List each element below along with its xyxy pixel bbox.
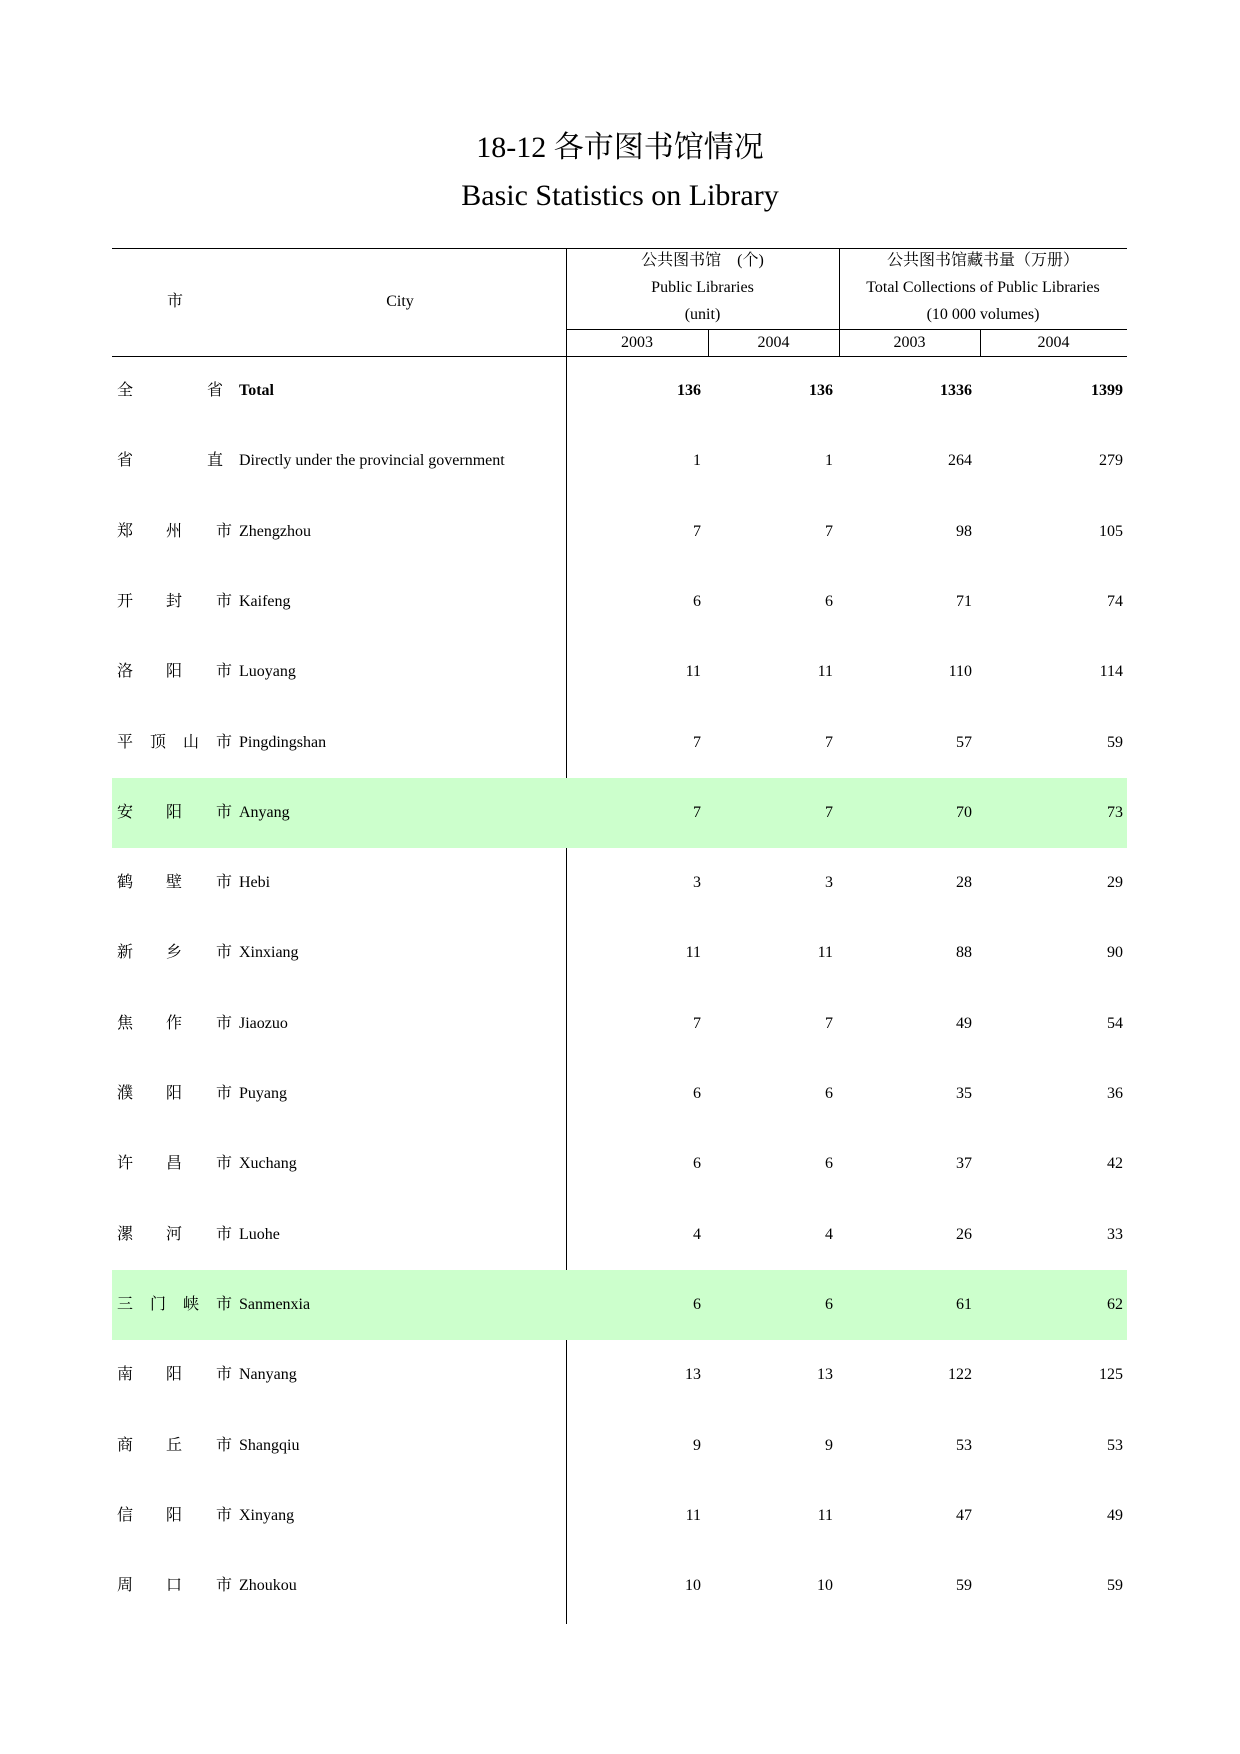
- city-name-cn-char: 昌: [166, 1155, 183, 1173]
- page-title-cn: 18-12 各市图书馆情况: [476, 131, 764, 164]
- city-name-cn-char: 阳: [166, 663, 183, 681]
- city-name-cn-char: 封: [166, 592, 183, 610]
- table-row: [112, 1481, 1127, 1551]
- table-row: [112, 1340, 1127, 1410]
- city-name-cn: [112, 1059, 233, 1129]
- value-libraries-2004: 11: [817, 663, 833, 681]
- city-name-cn: [112, 1340, 233, 1410]
- city-name-cn-char: 省: [117, 452, 134, 470]
- city-name-en: Xuchang: [239, 1155, 297, 1173]
- value-collections-2003: 122: [948, 1366, 972, 1384]
- value-libraries-2003: 7: [693, 1014, 701, 1032]
- value-libraries-2004: 6: [825, 1155, 833, 1173]
- city-name-cn-char: 平: [117, 733, 134, 751]
- city-name-cn-char: 漯: [117, 1225, 134, 1243]
- table-row: [112, 848, 1127, 918]
- city-name-cn: [112, 356, 227, 426]
- value-libraries-2003: 11: [685, 1506, 701, 1524]
- value-libraries-2003: 7: [693, 803, 701, 821]
- header-year-2003-collections: 2003: [893, 334, 926, 351]
- value-collections-2003: 61: [956, 1295, 972, 1313]
- city-name-cn-char: 市: [216, 1295, 233, 1313]
- value-libraries-2003: 9: [693, 1436, 701, 1454]
- value-libraries-2003: 13: [685, 1366, 701, 1384]
- city-name-cn: [112, 1551, 233, 1621]
- city-name-cn-char: 洛: [117, 663, 134, 681]
- value-collections-2004: 54: [1107, 1014, 1123, 1032]
- city-name-cn-char: 市: [216, 1155, 233, 1173]
- city-name-en: Nanyang: [239, 1366, 297, 1384]
- city-name-en: Zhengzhou: [239, 522, 311, 540]
- city-name-en: Directly under the provincial government: [239, 452, 505, 470]
- city-name-cn-char: 市: [216, 1436, 233, 1454]
- value-libraries-2003: 4: [693, 1225, 701, 1243]
- header-public-libraries-cn: 公共图书馆 (个): [641, 252, 764, 269]
- city-name-cn-char: 郑: [117, 522, 134, 540]
- city-name-en: Shangqiu: [239, 1436, 300, 1454]
- city-name-en: Kaifeng: [239, 592, 291, 610]
- city-name-cn-char: 河: [166, 1225, 183, 1243]
- value-collections-2004: 125: [1099, 1366, 1123, 1384]
- city-name-cn-char: 濮: [117, 1085, 134, 1102]
- city-name-cn-char: 市: [216, 1506, 233, 1524]
- value-libraries-2003: 11: [685, 944, 701, 962]
- city-name-cn-char: 市: [216, 874, 233, 892]
- value-libraries-2004: 7: [825, 1014, 833, 1032]
- value-collections-2003: 264: [948, 452, 972, 470]
- value-libraries-2004: 6: [825, 1295, 833, 1313]
- city-name-cn-char: 作: [166, 1014, 183, 1032]
- value-collections-2003: 70: [956, 803, 972, 821]
- value-collections-2003: 71: [956, 592, 972, 610]
- value-libraries-2003: 11: [685, 663, 701, 681]
- city-name-cn-char: 阳: [166, 803, 183, 821]
- city-name-cn-char: 乡: [166, 944, 183, 962]
- city-name-cn-char: 市: [216, 1085, 233, 1102]
- value-libraries-2004: 1: [825, 452, 833, 470]
- value-collections-2003: 26: [956, 1225, 972, 1243]
- value-libraries-2004: 4: [825, 1225, 833, 1243]
- value-collections-2004: 49: [1107, 1506, 1123, 1524]
- city-name-cn-char: 省: [207, 382, 224, 399]
- value-collections-2003: 98: [956, 522, 972, 540]
- city-name-cn-char: 市: [216, 1225, 233, 1243]
- value-collections-2003: 28: [956, 874, 972, 892]
- city-name-cn-char: 市: [216, 1366, 233, 1384]
- city-name-en: Total: [239, 382, 274, 399]
- value-libraries-2004: 6: [825, 592, 833, 610]
- value-libraries-2003: 7: [693, 522, 701, 540]
- city-name-cn-char: 峡: [183, 1295, 200, 1313]
- value-libraries-2003: 136: [677, 382, 701, 399]
- city-name-en: Pingdingshan: [239, 733, 327, 751]
- table-row: [112, 1411, 1127, 1481]
- table-row: [112, 989, 1127, 1059]
- city-name-cn-char: 市: [216, 733, 233, 751]
- value-libraries-2004: 11: [817, 1506, 833, 1524]
- table-row: [112, 1059, 1127, 1129]
- city-name-cn-char: 市: [216, 1014, 233, 1032]
- table-row: [112, 497, 1127, 567]
- table-row: [112, 1270, 1127, 1340]
- city-name-cn: [112, 1481, 233, 1551]
- city-name-cn: [112, 778, 233, 848]
- city-name-cn-char: 商: [117, 1436, 134, 1454]
- city-name-cn-char: 开: [117, 592, 134, 610]
- city-name-cn: [112, 567, 233, 637]
- value-collections-2003: 53: [956, 1436, 972, 1454]
- city-name-cn: [112, 1129, 233, 1199]
- city-name-cn-char: 市: [216, 522, 233, 540]
- city-name-cn-char: 口: [166, 1577, 183, 1595]
- value-libraries-2003: 3: [693, 874, 701, 892]
- header-city-cn: 市: [166, 293, 183, 310]
- value-collections-2004: 59: [1107, 1577, 1123, 1595]
- value-collections-2003: 35: [956, 1085, 972, 1102]
- value-libraries-2004: 9: [825, 1436, 833, 1454]
- city-name-en: Xinxiang: [239, 944, 299, 962]
- table-row: [112, 637, 1127, 707]
- header-public-libraries-unit: (unit): [684, 306, 721, 323]
- city-name-cn: [112, 1270, 233, 1340]
- table-row: [112, 778, 1127, 848]
- city-name-cn-char: 阳: [166, 1366, 183, 1384]
- table-row: [112, 1200, 1127, 1270]
- table-row: [112, 1551, 1127, 1621]
- value-libraries-2004: 7: [825, 733, 833, 751]
- value-libraries-2003: 1: [693, 452, 701, 470]
- city-name-cn-char: 直: [207, 452, 224, 470]
- city-name-cn: [112, 918, 233, 988]
- city-name-cn: [112, 1200, 233, 1270]
- city-name-en: Zhoukou: [239, 1577, 297, 1595]
- value-collections-2004: 59: [1107, 733, 1123, 751]
- city-name-cn-char: 焦: [117, 1014, 134, 1032]
- city-name-cn: [112, 497, 233, 567]
- city-name-cn-char: 市: [216, 1577, 233, 1595]
- value-libraries-2003: 6: [693, 1155, 701, 1173]
- value-libraries-2004: 3: [825, 874, 833, 892]
- city-name-cn-char: 三: [117, 1295, 134, 1313]
- city-name-en: Luoyang: [239, 663, 296, 681]
- table-row: [112, 1129, 1127, 1199]
- value-collections-2004: 105: [1099, 522, 1123, 540]
- value-collections-2003: 47: [956, 1506, 972, 1524]
- city-name-cn-char: 市: [216, 663, 233, 681]
- value-libraries-2004: 11: [817, 944, 833, 962]
- city-name-cn-char: 门: [150, 1295, 167, 1313]
- table-row: [112, 356, 1127, 426]
- value-collections-2004: 42: [1107, 1155, 1123, 1173]
- city-name-en: Xinyang: [239, 1506, 295, 1524]
- city-name-cn-char: 全: [117, 382, 134, 399]
- value-libraries-2004: 7: [825, 803, 833, 821]
- city-name-cn-char: 阳: [166, 1085, 183, 1102]
- value-libraries-2003: 6: [693, 592, 701, 610]
- value-collections-2004: 90: [1107, 944, 1123, 962]
- value-libraries-2004: 7: [825, 522, 833, 540]
- city-name-cn-char: 新: [117, 944, 134, 962]
- table-row: [112, 426, 1127, 496]
- header-collections-unit: (10 000 volumes): [926, 306, 1040, 323]
- city-name-cn: [112, 426, 227, 496]
- value-collections-2004: 53: [1107, 1436, 1123, 1454]
- value-libraries-2003: 10: [685, 1577, 701, 1595]
- city-name-cn: [112, 989, 233, 1059]
- value-collections-2004: 114: [1099, 663, 1123, 681]
- city-name-cn-char: 丘: [166, 1436, 183, 1454]
- value-libraries-2004: 136: [809, 382, 833, 399]
- city-name-cn-char: 许: [117, 1155, 134, 1173]
- table-row: [112, 567, 1127, 637]
- value-collections-2004: 33: [1107, 1225, 1123, 1243]
- city-name-en: Sanmenxia: [239, 1295, 311, 1313]
- value-libraries-2004: 10: [817, 1577, 833, 1595]
- value-libraries-2004: 6: [825, 1085, 833, 1102]
- header-collections-en: Total Collections of Public Libraries: [866, 279, 1100, 296]
- value-libraries-2004: 13: [817, 1366, 833, 1384]
- table-row: [112, 918, 1127, 988]
- value-collections-2004: 62: [1107, 1295, 1123, 1313]
- city-name-cn-char: 市: [216, 803, 233, 821]
- header-city-en: City: [386, 293, 414, 310]
- header-public-libraries-en: Public Libraries: [651, 279, 754, 296]
- city-name-en: Anyang: [239, 803, 290, 821]
- city-name-cn: [112, 637, 233, 707]
- city-name-cn-char: 山: [183, 733, 200, 751]
- city-name-cn-char: 州: [166, 522, 183, 540]
- city-name-cn-char: 鹤: [117, 874, 134, 892]
- value-libraries-2003: 7: [693, 733, 701, 751]
- value-collections-2003: 57: [956, 733, 972, 751]
- header-collections-cn: 公共图书馆藏书量（万册）: [886, 252, 1079, 269]
- city-name-cn: [112, 708, 233, 778]
- value-collections-2004: 1399: [1091, 382, 1123, 399]
- city-name-cn: [112, 848, 233, 918]
- header-year-2004-libraries: 2004: [757, 334, 790, 351]
- value-collections-2003: 49: [956, 1014, 972, 1032]
- city-name-cn-char: 周: [117, 1577, 134, 1595]
- value-collections-2003: 1336: [940, 382, 972, 399]
- value-collections-2004: 279: [1099, 452, 1123, 470]
- value-collections-2004: 29: [1107, 874, 1123, 892]
- city-name-cn: [112, 1411, 233, 1481]
- value-collections-2004: 73: [1107, 803, 1123, 821]
- city-name-en: Hebi: [239, 874, 271, 892]
- city-name-cn-char: 市: [216, 944, 233, 962]
- value-collections-2003: 110: [948, 663, 972, 681]
- value-collections-2003: 88: [956, 944, 972, 962]
- city-name-cn-char: 市: [216, 592, 233, 610]
- value-collections-2003: 59: [956, 1577, 972, 1595]
- city-name-cn-char: 南: [117, 1366, 134, 1384]
- value-libraries-2003: 6: [693, 1295, 701, 1313]
- city-name-en: Jiaozuo: [239, 1014, 288, 1032]
- city-name-cn-char: 壁: [166, 874, 183, 892]
- page-title-en: Basic Statistics on Library: [461, 179, 779, 212]
- city-name-cn-char: 顶: [150, 733, 167, 751]
- table-row: [112, 708, 1127, 778]
- city-name-cn-char: 安: [117, 803, 134, 821]
- value-collections-2003: 37: [956, 1155, 972, 1173]
- value-collections-2004: 36: [1107, 1085, 1123, 1102]
- city-name-cn-char: 阳: [166, 1506, 183, 1524]
- city-name-cn-char: 信: [117, 1506, 134, 1524]
- city-name-en: Puyang: [239, 1085, 287, 1102]
- city-name-en: Luohe: [239, 1225, 280, 1243]
- value-collections-2004: 74: [1107, 592, 1123, 610]
- header-year-2003-libraries: 2003: [621, 334, 653, 351]
- header-year-2004-collections: 2004: [1037, 334, 1070, 351]
- value-libraries-2003: 6: [693, 1085, 701, 1102]
